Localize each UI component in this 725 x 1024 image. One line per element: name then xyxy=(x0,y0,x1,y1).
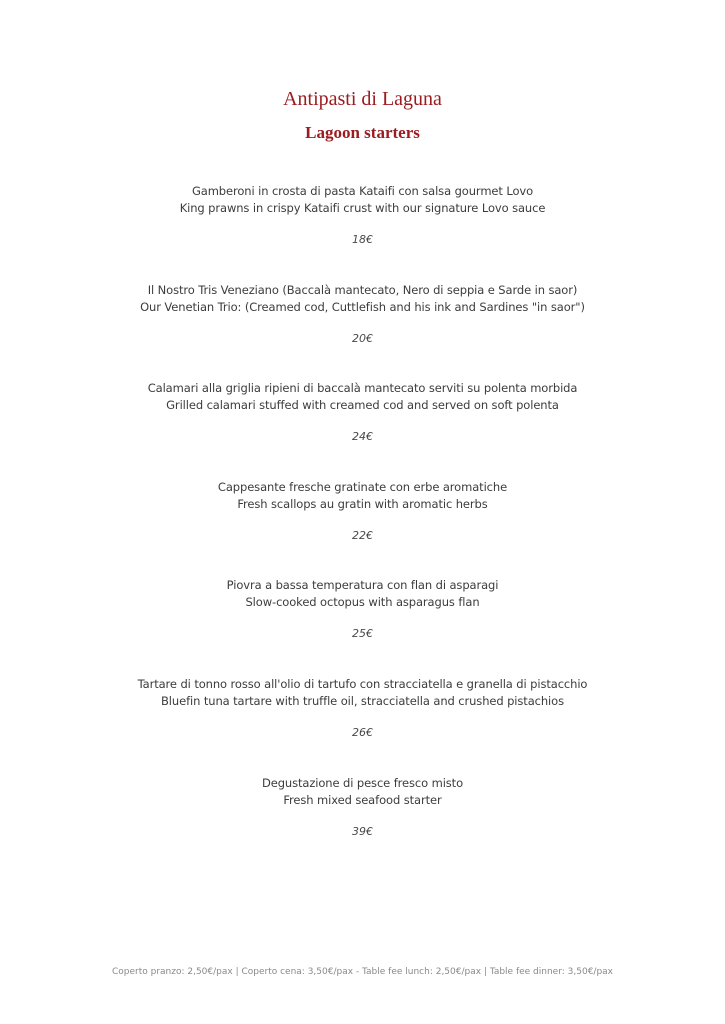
menu-item-italian: Degustazione di pesce fresco misto xyxy=(261,776,464,790)
page-title: Antipasti di Laguna xyxy=(283,88,442,110)
menu-item xyxy=(0,676,725,739)
menu-item-price: 26€ xyxy=(352,726,373,739)
menu-item-italian: Calamari alla griglia ripieni di baccalà mantecato serviti su polenta morbida xyxy=(147,381,578,395)
menu-item-english: King prawns in crispy Kataifi crust with our signature Lovo sauce xyxy=(179,201,546,215)
menu-item-italian: Il Nostro Tris Veneziano (Baccalà mantecato, Nero di seppia e Sarde in saor) xyxy=(147,283,578,297)
menu-item-price: 24€ xyxy=(352,430,373,443)
menu-item-price: 22€ xyxy=(352,529,373,542)
menu-item xyxy=(0,183,725,246)
menu-item-price: 25€ xyxy=(352,627,373,640)
menu-item-italian: Cappesante fresche gratinate con erbe aromatiche xyxy=(217,480,508,494)
menu-item-english: Fresh scallops au gratin with aromatic herbs xyxy=(237,497,488,511)
page-subtitle: Lagoon starters xyxy=(305,123,420,142)
menu-item xyxy=(0,380,725,443)
menu-item xyxy=(0,577,725,640)
menu-item xyxy=(0,775,725,838)
menu-item-italian: Gamberoni in crosta di pasta Kataifi con salsa gourmet Lovo xyxy=(191,184,534,198)
menu-item xyxy=(0,282,725,345)
menu-item-english: Fresh mixed seafood starter xyxy=(283,793,442,807)
menu-item-english: Slow-cooked octopus with asparagus flan xyxy=(245,595,480,609)
menu-item xyxy=(0,479,725,542)
menu-item-italian: Tartare di tonno rosso all'olio di tartufo con stracciatella e granella di pistacchio xyxy=(137,677,588,691)
menu-item-price: 18€ xyxy=(352,233,373,246)
menu-item-price: 20€ xyxy=(352,332,373,345)
menu-item-price: 39€ xyxy=(352,825,373,838)
menu-item-english: Bluefin tuna tartare with truffle oil, stracciatella and crushed pistachios xyxy=(161,694,564,708)
cover-charge-footer: Coperto pranzo: 2,50€/pax | Coperto cena: 3,50€/pax - Table fee lunch: 2,50€/pax | Table fee dinner: 3,50€/pax xyxy=(111,967,614,977)
menu-item-english: Our Venetian Trio: (Creamed cod, Cuttlefish and his ink and Sardines "in saor") xyxy=(140,300,585,314)
menu-item-italian: Piovra a bassa temperatura con flan di asparagi xyxy=(226,578,499,592)
menu-item-english: Grilled calamari stuffed with creamed cod and served on soft polenta xyxy=(166,398,559,412)
